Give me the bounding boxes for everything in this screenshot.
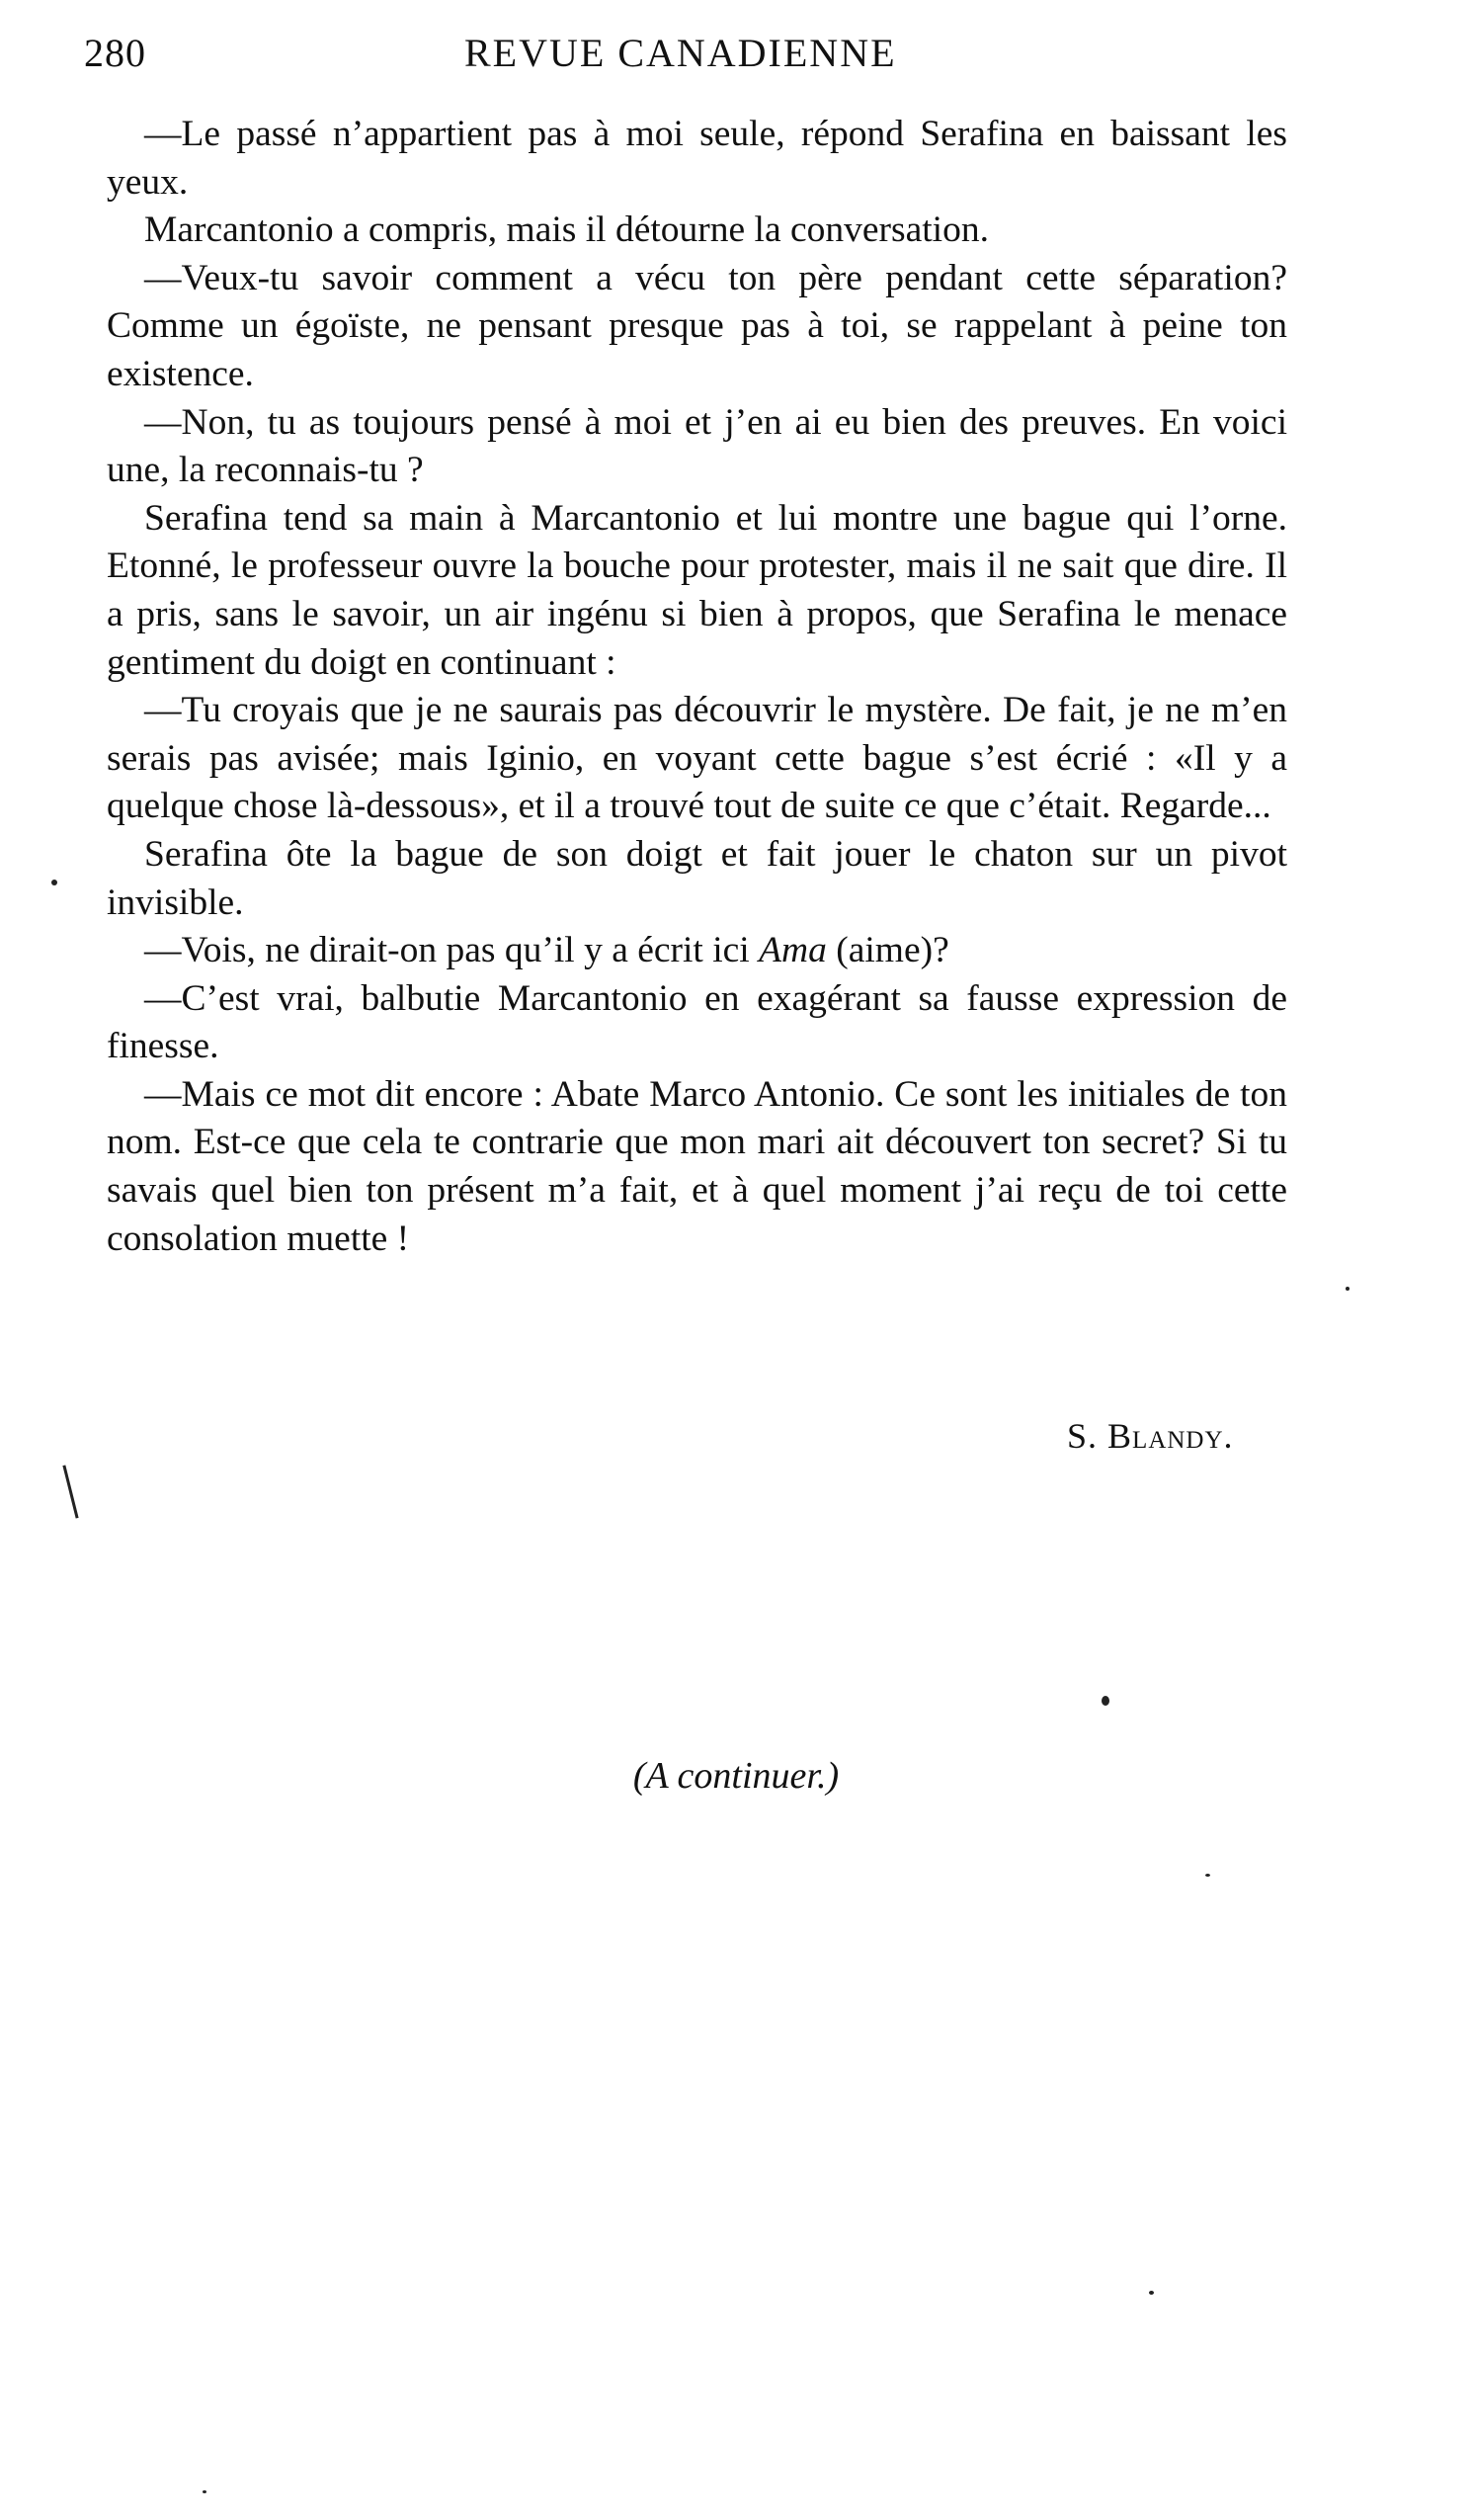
margin-mark — [62, 1465, 78, 1518]
article-body — [107, 111, 1287, 1263]
ink-speck — [51, 880, 57, 885]
paragraph: Serafina tend sa main à Marcantonio et lui montre une bague qui l’orne. Etonné, le professeur ouvre la bouche pour protester, mais il ne sait que dire. Il a pris, sans le savoir, un air ingénu si bien à propos, que Serafina le menace gentiment du doigt en continuant : — [107, 497, 1287, 683]
paragraph: Serafina ôte la bague de son doigt et fait jouer le chaton sur un pivot invisible. — [107, 833, 1287, 923]
paragraph: —Mais ce mot dit encore : Abate Marco Antonio. Ce sont les initiales de ton nom. Est-ce que cela te contrarie que mon mari ait découvert ton secret? Si tu savais quel bien ton présent m’a fait, et à quel moment j’ai reçu de toi cette consolation muette ! — [107, 1073, 1287, 1259]
author-surname: Blandy. — [1107, 1416, 1234, 1456]
paragraph: —Tu croyais que je ne saurais pas découvrir le mystère. De fait, je ne m’en serais pas avisée; mais Iginio, en voyant cette bague s’est écrié : «Il y a quelque chose là-dessous», et il a trouvé tout de suite ce que c’était. Regarde... — [107, 690, 1287, 827]
paragraph: —Le passé n’appartient pas à moi seule, répond Serafina en baissant les yeux. — [107, 114, 1287, 203]
author-initial: S. — [1067, 1416, 1099, 1456]
paragraph: —Vois, ne dirait-on pas qu’il y a écrit ici Ama (aime)? — [144, 930, 949, 971]
ink-speck — [203, 2490, 206, 2493]
paragraph: —C’est vrai, balbutie Marcantonio en exagérant sa fausse expression de finesse. — [107, 977, 1287, 1067]
paragraph: —Veux-tu savoir comment a vécu ton père pendant cette séparation? Comme un égoïste, ne pensant presque pas à toi, se rappelant à peine ton existence. — [107, 257, 1287, 394]
page-number: 280 — [84, 31, 146, 75]
ink-speck — [1102, 1696, 1109, 1706]
ink-speck — [1346, 1287, 1349, 1291]
continuation-note: (A continuer.) — [632, 1755, 840, 1797]
paragraph: Marcantonio a compris, mais il détourne la conversation. — [144, 210, 989, 251]
ink-speck — [1149, 2291, 1154, 2295]
author-signature — [1067, 1415, 1234, 1457]
paragraph: —Non, tu as toujours pensé à moi et j’en ai eu bien des preuves. En voici une, la reconnais-tu ? — [107, 401, 1287, 491]
running-title: REVUE CANADIENNE — [464, 31, 897, 75]
page-header — [84, 30, 1319, 89]
ink-speck — [1205, 1874, 1210, 1877]
